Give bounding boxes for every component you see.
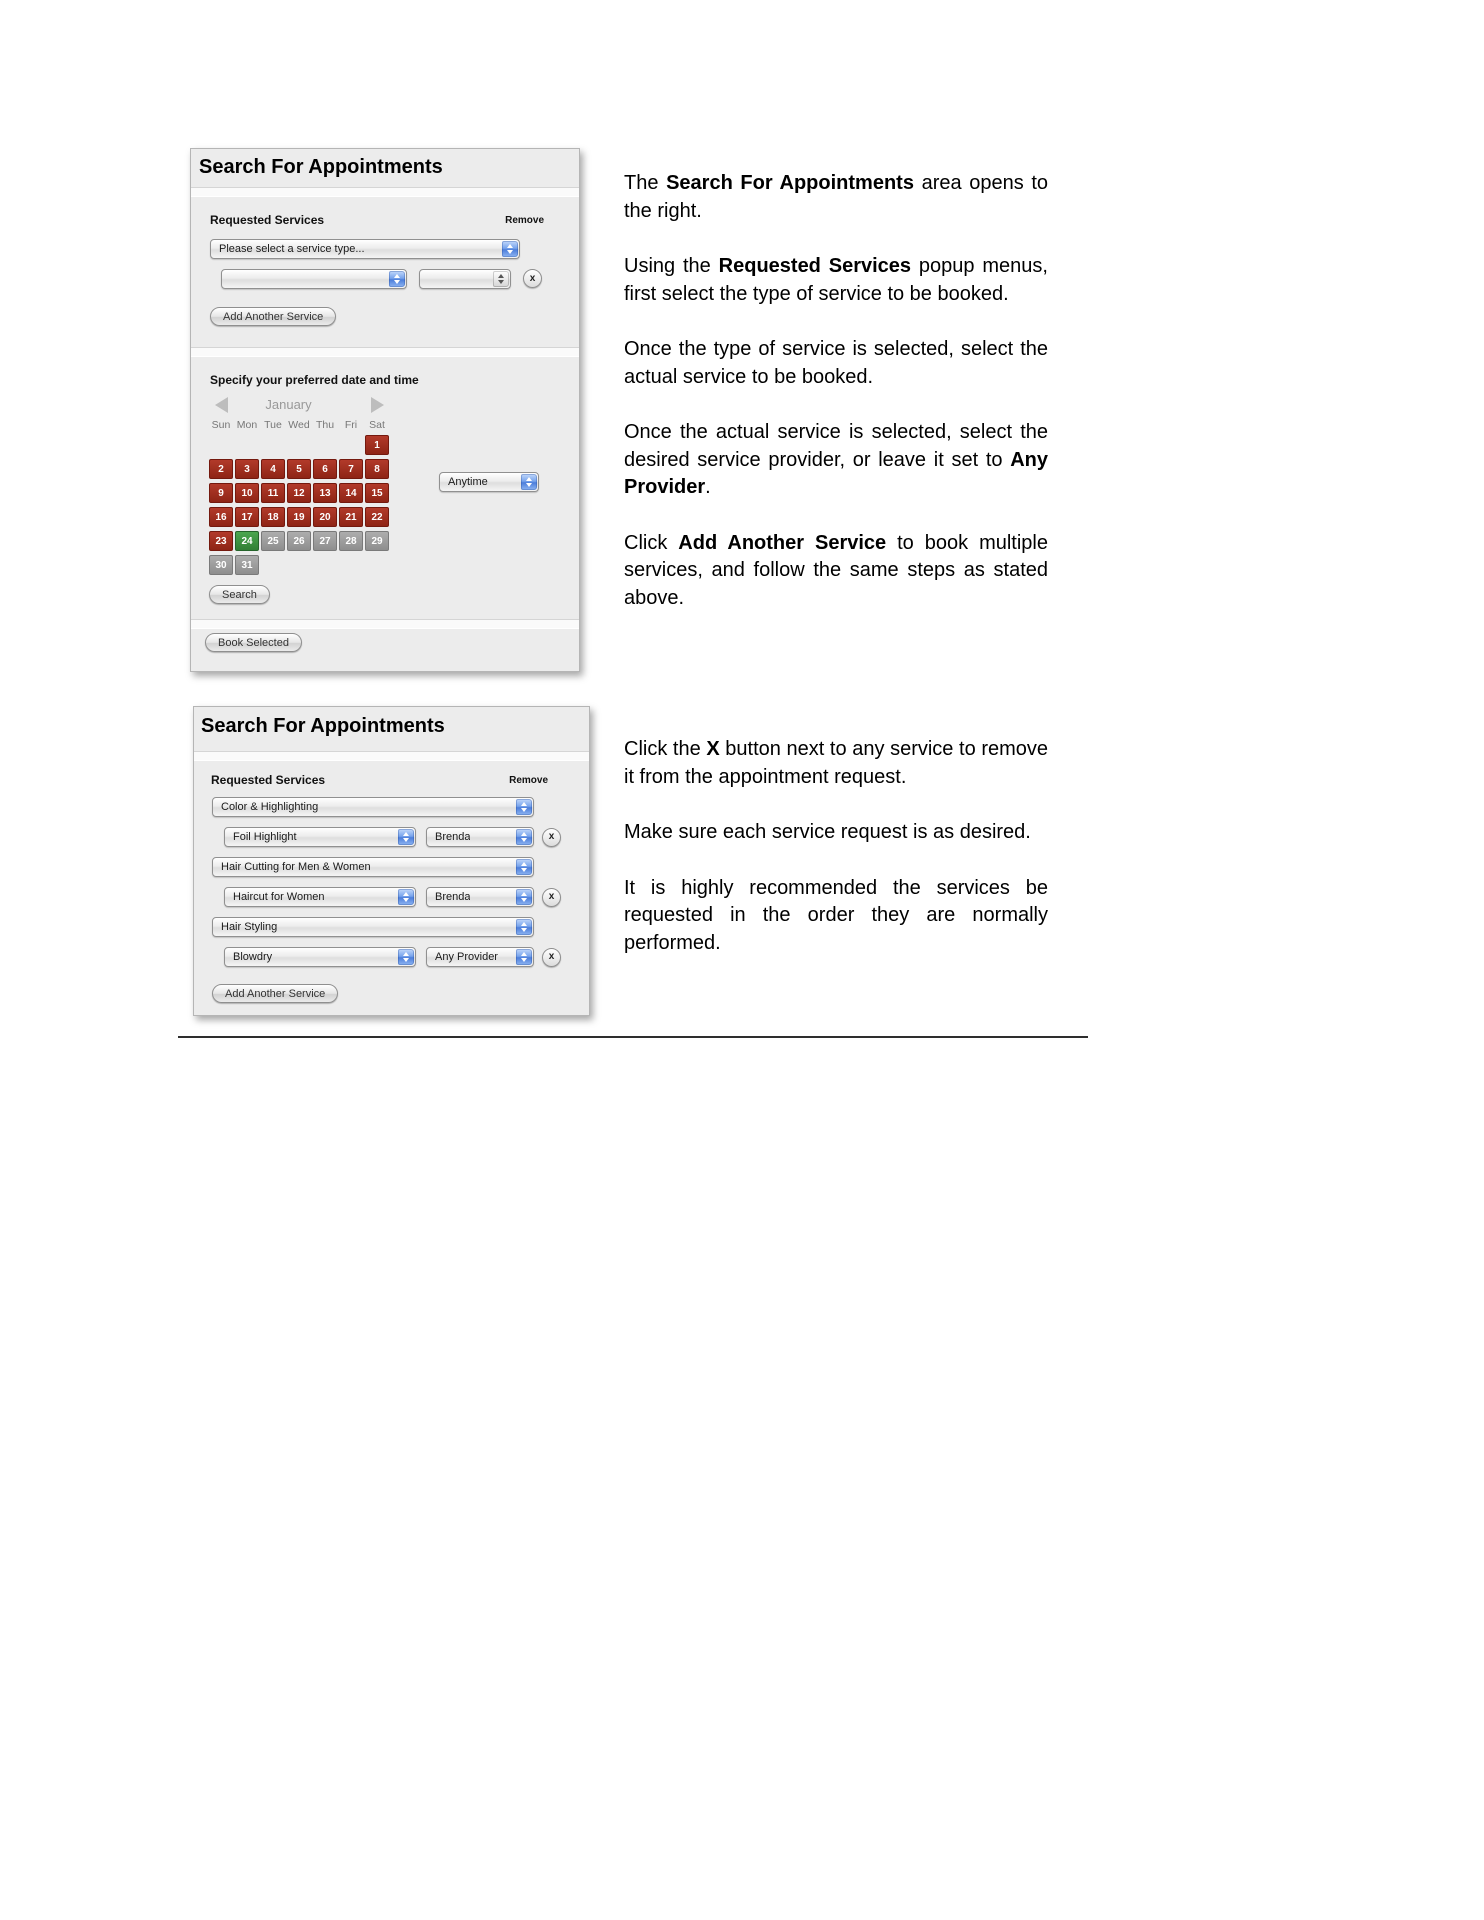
- calendar-day-21[interactable]: 21: [339, 507, 363, 527]
- section-divider: [191, 619, 579, 629]
- service-category-select[interactable]: [212, 797, 534, 817]
- stepper-icon: [516, 919, 532, 935]
- service-category-select[interactable]: [212, 917, 534, 937]
- provider-value: Brenda: [435, 831, 471, 843]
- section-rule: [178, 1036, 1088, 1038]
- instruction-paragraph: Once the type of service is selected, select the actual service to be booked.: [624, 338, 1048, 388]
- calendar-day-3[interactable]: 3: [235, 459, 259, 479]
- next-month-icon[interactable]: [371, 397, 384, 413]
- calendar-empty-cell: [261, 435, 285, 455]
- instruction-paragraph: Once the actual service is selected, select the desired service provider, or leave it set to Any Provider.: [624, 421, 1048, 498]
- panel-title: Search For Appointments: [199, 156, 443, 178]
- time-select[interactable]: [439, 472, 539, 492]
- stepper-icon: [493, 271, 509, 287]
- stepper-icon: [398, 829, 414, 845]
- calendar-day-header: Mon: [236, 419, 258, 431]
- time-value: Anytime: [448, 476, 488, 488]
- remove-service-button[interactable]: x: [542, 888, 561, 907]
- service-group: [212, 917, 574, 967]
- provider-select[interactable]: [426, 827, 534, 847]
- book-selected-button[interactable]: Book Selected: [205, 633, 302, 652]
- search-button[interactable]: Search: [209, 585, 270, 604]
- requested-services-heading: Requested Services: [211, 773, 326, 787]
- date-time-heading: Specify your preferred date and time: [210, 373, 419, 387]
- instruction-paragraph: It is highly recommended the services be requested in the order they are normally performed.: [624, 876, 1048, 954]
- calendar-empty-cell: [209, 435, 233, 455]
- service-select[interactable]: [224, 947, 416, 967]
- calendar-month-label: January: [265, 397, 312, 412]
- calendar-empty-cell: [313, 435, 337, 455]
- remove-service-button[interactable]: x: [542, 948, 561, 967]
- calendar-empty-cell: [313, 555, 337, 575]
- calendar-day-header: Fri: [344, 419, 358, 431]
- calendar-day-1[interactable]: 1: [365, 435, 389, 455]
- service-value: Blowdry: [233, 951, 273, 963]
- calendar-day-24[interactable]: 24: [235, 531, 259, 551]
- service-row: [224, 947, 574, 967]
- remove-column-heading: Remove: [505, 215, 544, 226]
- services-list: [212, 797, 574, 977]
- service-row: [224, 827, 574, 847]
- remove-service-button[interactable]: x: [523, 269, 542, 288]
- service-select[interactable]: [224, 827, 416, 847]
- calendar-day-29[interactable]: 29: [365, 531, 389, 551]
- section-divider: [191, 347, 579, 357]
- service-group: [212, 857, 574, 907]
- calendar-empty-cell: [339, 555, 363, 575]
- stepper-icon: [516, 889, 532, 905]
- calendar-day-19[interactable]: 19: [287, 507, 311, 527]
- remove-column-heading: Remove: [509, 775, 548, 786]
- service-select[interactable]: [224, 887, 416, 907]
- provider-select[interactable]: [426, 887, 534, 907]
- stepper-icon: [516, 859, 532, 875]
- service-category-select[interactable]: [212, 857, 534, 877]
- instruction-paragraph: Using the Requested Services popup menus, first select the type of service to be booked.: [624, 255, 1048, 305]
- calendar-day-14[interactable]: 14: [339, 483, 363, 503]
- calendar-day-30[interactable]: 30: [209, 555, 233, 575]
- calendar-day-header: Tue: [264, 419, 282, 431]
- search-appointments-panel-bottom: [193, 706, 590, 1016]
- calendar-empty-cell: [287, 435, 311, 455]
- calendar-day-11[interactable]: 11: [261, 483, 285, 503]
- add-another-service-button[interactable]: Add Another Service: [210, 307, 336, 326]
- stepper-icon: [516, 829, 532, 845]
- search-appointments-panel-top: [190, 148, 580, 672]
- requested-services-heading: Requested Services: [210, 213, 325, 227]
- calendar-day-header: Sat: [369, 419, 385, 431]
- calendar-day-13[interactable]: 13: [313, 483, 337, 503]
- provider-value: Brenda: [435, 891, 471, 903]
- calendar-day-header: Thu: [315, 419, 335, 431]
- calendar-day-9[interactable]: 9: [209, 483, 233, 503]
- service-value: Foil Highlight: [233, 831, 297, 843]
- calendar-day-8[interactable]: 8: [365, 459, 389, 479]
- provider-select[interactable]: [419, 269, 511, 289]
- calendar-day-16[interactable]: 16: [209, 507, 233, 527]
- stepper-icon: [516, 799, 532, 815]
- remove-service-button[interactable]: x: [542, 828, 561, 847]
- stepper-icon: [398, 889, 414, 905]
- service-category-value: Color & Highlighting: [221, 801, 319, 813]
- panel-title: Search For Appointments: [201, 715, 445, 737]
- calendar-grid: [209, 435, 389, 575]
- calendar-day-28[interactable]: 28: [339, 531, 363, 551]
- calendar-day-22[interactable]: 22: [365, 507, 389, 527]
- calendar-day-10[interactable]: 10: [235, 483, 259, 503]
- section-divider: [194, 751, 589, 761]
- add-another-service-button[interactable]: Add Another Service: [212, 984, 338, 1003]
- service-select[interactable]: [221, 269, 407, 289]
- service-category-value: Hair Cutting for Men & Women: [221, 861, 371, 873]
- calendar-day-15[interactable]: 15: [365, 483, 389, 503]
- service-group: [212, 797, 574, 847]
- instructions-bottom: [624, 736, 1048, 985]
- calendar-day-20[interactable]: 20: [313, 507, 337, 527]
- stepper-icon: [521, 474, 537, 490]
- instruction-paragraph: Make sure each service request is as desired.: [624, 821, 1031, 843]
- calendar-empty-cell: [365, 555, 389, 575]
- calendar-day-7[interactable]: 7: [339, 459, 363, 479]
- service-value: Haircut for Women: [233, 891, 325, 903]
- calendar-day-27[interactable]: 27: [313, 531, 337, 551]
- provider-value: Any Provider: [435, 951, 498, 963]
- calendar-day-2[interactable]: 2: [209, 459, 233, 479]
- calendar-day-5[interactable]: 5: [287, 459, 311, 479]
- stepper-icon: [516, 949, 532, 965]
- calendar-day-6[interactable]: 6: [313, 459, 337, 479]
- calendar-day-header: Wed: [288, 419, 310, 431]
- calendar-day-4[interactable]: 4: [261, 459, 285, 479]
- service-type-select[interactable]: [210, 239, 520, 259]
- stepper-icon: [502, 241, 518, 257]
- calendar-day-12[interactable]: 12: [287, 483, 311, 503]
- service-row: [224, 887, 574, 907]
- service-category-value: Hair Styling: [221, 921, 278, 933]
- calendar-empty-cell: [261, 555, 285, 575]
- calendar-day-31[interactable]: 31: [235, 555, 259, 575]
- calendar-empty-cell: [287, 555, 311, 575]
- calendar-day-headers: [208, 419, 390, 431]
- calendar-day-26[interactable]: 26: [287, 531, 311, 551]
- instructions-top: [624, 170, 1048, 640]
- calendar-day-25[interactable]: 25: [261, 531, 285, 551]
- service-type-value: Please select a service type...: [219, 243, 365, 255]
- calendar-day-23[interactable]: 23: [209, 531, 233, 551]
- instruction-paragraph: Click the X button next to any service to remove it from the appointment request.: [624, 738, 1049, 788]
- stepper-icon: [398, 949, 414, 965]
- calendar-day-header: Sun: [211, 419, 231, 431]
- calendar-empty-cell: [235, 435, 259, 455]
- instruction-paragraph: Click Add Another Service to book multiple services, and follow the same steps as stated above.: [624, 531, 1048, 609]
- calendar-day-18[interactable]: 18: [261, 507, 285, 527]
- provider-select[interactable]: [426, 947, 534, 967]
- prev-month-icon[interactable]: [215, 397, 228, 413]
- section-divider: [191, 187, 579, 197]
- calendar-empty-cell: [339, 435, 363, 455]
- stepper-icon: [389, 271, 405, 287]
- instruction-paragraph: The Search For Appointments area opens to the right.: [624, 172, 1049, 222]
- calendar-day-17[interactable]: 17: [235, 507, 259, 527]
